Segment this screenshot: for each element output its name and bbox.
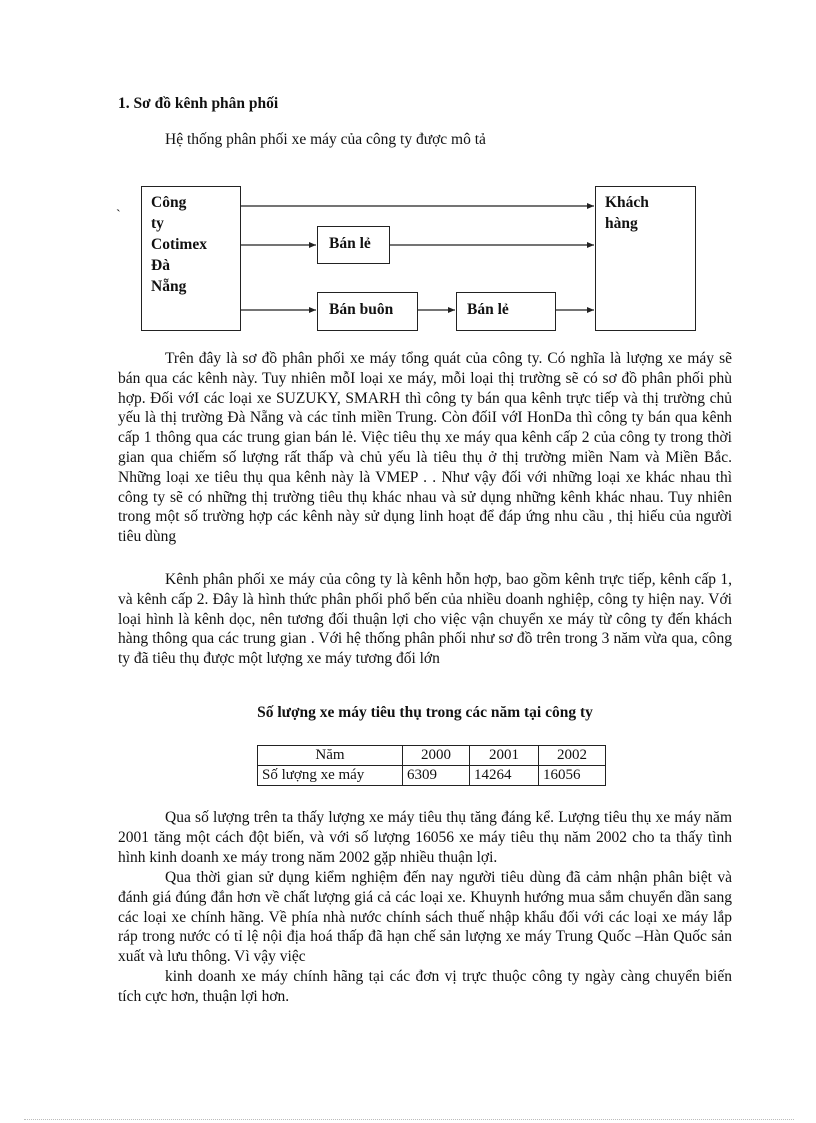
company-line: Công bbox=[151, 194, 187, 211]
year-cell: 2000 bbox=[403, 746, 470, 766]
distribution-diagram bbox=[0, 0, 816, 340]
paragraph-channel-type: Kênh phân phối xe máy của công ty là kênh hỗn hợp, bao gồm kênh trực tiếp, kênh cấp 1, và kênh cấp 2. Đây là hình thức phân phối phổ bến của nhiều doanh nghiệp, công ty hiện nay. Với loại hình là kênh dọc, nên tương đối thuận lợi cho việc vận chuyển xe máy từ công ty đến khách hàng thông qua các trung gian . Với hệ thống phân phối như sơ đồ trên trong 3 năm vừa qua, công ty đã tiêu thụ được một lượng xe máy tương đối lớn bbox=[118, 571, 732, 668]
table-title: Số lượng xe máy tiêu thụ trong các năm tại công ty bbox=[257, 704, 593, 721]
paragraph-sales-growth: Qua số lượng trên ta thấy lượng xe máy tiêu thụ tăng đáng kể. Lượng tiêu thụ xe máy năm 2001 tăng một cách đột biến, và với số lượng 16056 xe máy tiêu thụ năm 2002 cho ta thấy tình hình kinh doanh xe máy trong năm 2002 gặp nhiều thuận lợi. bbox=[118, 809, 732, 866]
year-cell: 2002 bbox=[539, 746, 606, 766]
page-bottom-rule bbox=[24, 1119, 794, 1120]
header-label-cell: Năm bbox=[258, 746, 403, 766]
value-cell: 6309 bbox=[403, 766, 470, 786]
wholesale-label: Bán buôn bbox=[329, 301, 394, 318]
stray-mark: ` bbox=[116, 208, 121, 223]
company-line: ty bbox=[151, 215, 164, 232]
company-line: Nẵng bbox=[151, 278, 187, 295]
retail-label: Bán lẻ bbox=[329, 235, 371, 252]
customer-line: hàng bbox=[605, 215, 638, 232]
company-label bbox=[151, 192, 207, 297]
value-cell: 16056 bbox=[539, 766, 606, 786]
customer-line: Khách bbox=[605, 194, 649, 211]
company-line: Đà bbox=[151, 257, 170, 274]
value-cell: 14264 bbox=[470, 766, 539, 786]
paragraph-overview: Trên đây là sơ đồ phân phối xe máy tổng quát của công ty. Có nghĩa là lượng xe máy sẽ bán qua các kênh này. Tuy nhiên mỗI loại xe máy, mỗi loại thị trường sẽ có sơ đồ phân phối phù hợp. Đối vớI các loại xe SUZUKY, SMARH thì công ty bán qua kênh trực tiếp và thị trường chủ yếu là thị trường Đà Nẵng và các tỉnh miền Trung. Còn đốiI vớI HonDa thì công ty bán qua kênh cấp 1 thông qua các trung gian bán lẻ. Việc tiêu thụ xe máy qua kênh cấp 2 của công ty trong thời gian qua chiếm số lượng rất thấp và chủ yếu là tiêu thụ ở thị trường miền Nam và Miền Bắc. Những loại xe tiêu thụ qua kênh này là VMEP . . Như vậy đối với những loại xe khác nhau thì công ty sẽ có những thị trường tiêu thụ khác nhau và sử dụng những kênh khác nhau. Tuy nhiên trong một số trường hợp các kênh này sử dụng linh hoạt để đáp ứng nhu cầu , thị hiếu của người tiêu dùng bbox=[118, 350, 732, 546]
company-line: Cotimex bbox=[151, 236, 207, 253]
retail-2-label: Bán lẻ bbox=[467, 301, 509, 318]
table-row bbox=[258, 766, 606, 786]
paragraph-conclusion: kinh doanh xe máy chính hãng tại các đơn vị trực thuộc công ty ngày càng chuyển biến tích cực hơn, thuận lợi hơn. bbox=[118, 968, 732, 1005]
paragraph-consumer-trend: Qua thời gian sử dụng kiểm nghiệm đến nay người tiêu dùng đã cảm nhận phân biệt và đánh giá đúng đắn hơn về chất lượng giá cả các loại xe. Khuynh hướng mua sắm chuyển dần sang các loại xe chính hãng. Về phía nhà nước chính sách thuế nhập khẩu đối với các loại xe máy lắp ráp trong nước có tỉ lệ nội địa hoá thấp đã hạn chế sản lượng xe máy Trung Quốc –Hàn Quốc sản xuất và lưu thông. Vì vậy việc bbox=[118, 869, 732, 966]
sales-table bbox=[257, 745, 606, 786]
section-heading: 1. Sơ đồ kênh phân phối bbox=[118, 95, 279, 112]
table-header-row bbox=[258, 746, 606, 766]
year-cell: 2001 bbox=[470, 746, 539, 766]
intro-sentence: Hệ thống phân phối xe máy của công ty được mô tả bbox=[165, 131, 486, 148]
row-label-cell: Số lượng xe máy bbox=[258, 766, 403, 786]
customer-label bbox=[605, 192, 649, 234]
